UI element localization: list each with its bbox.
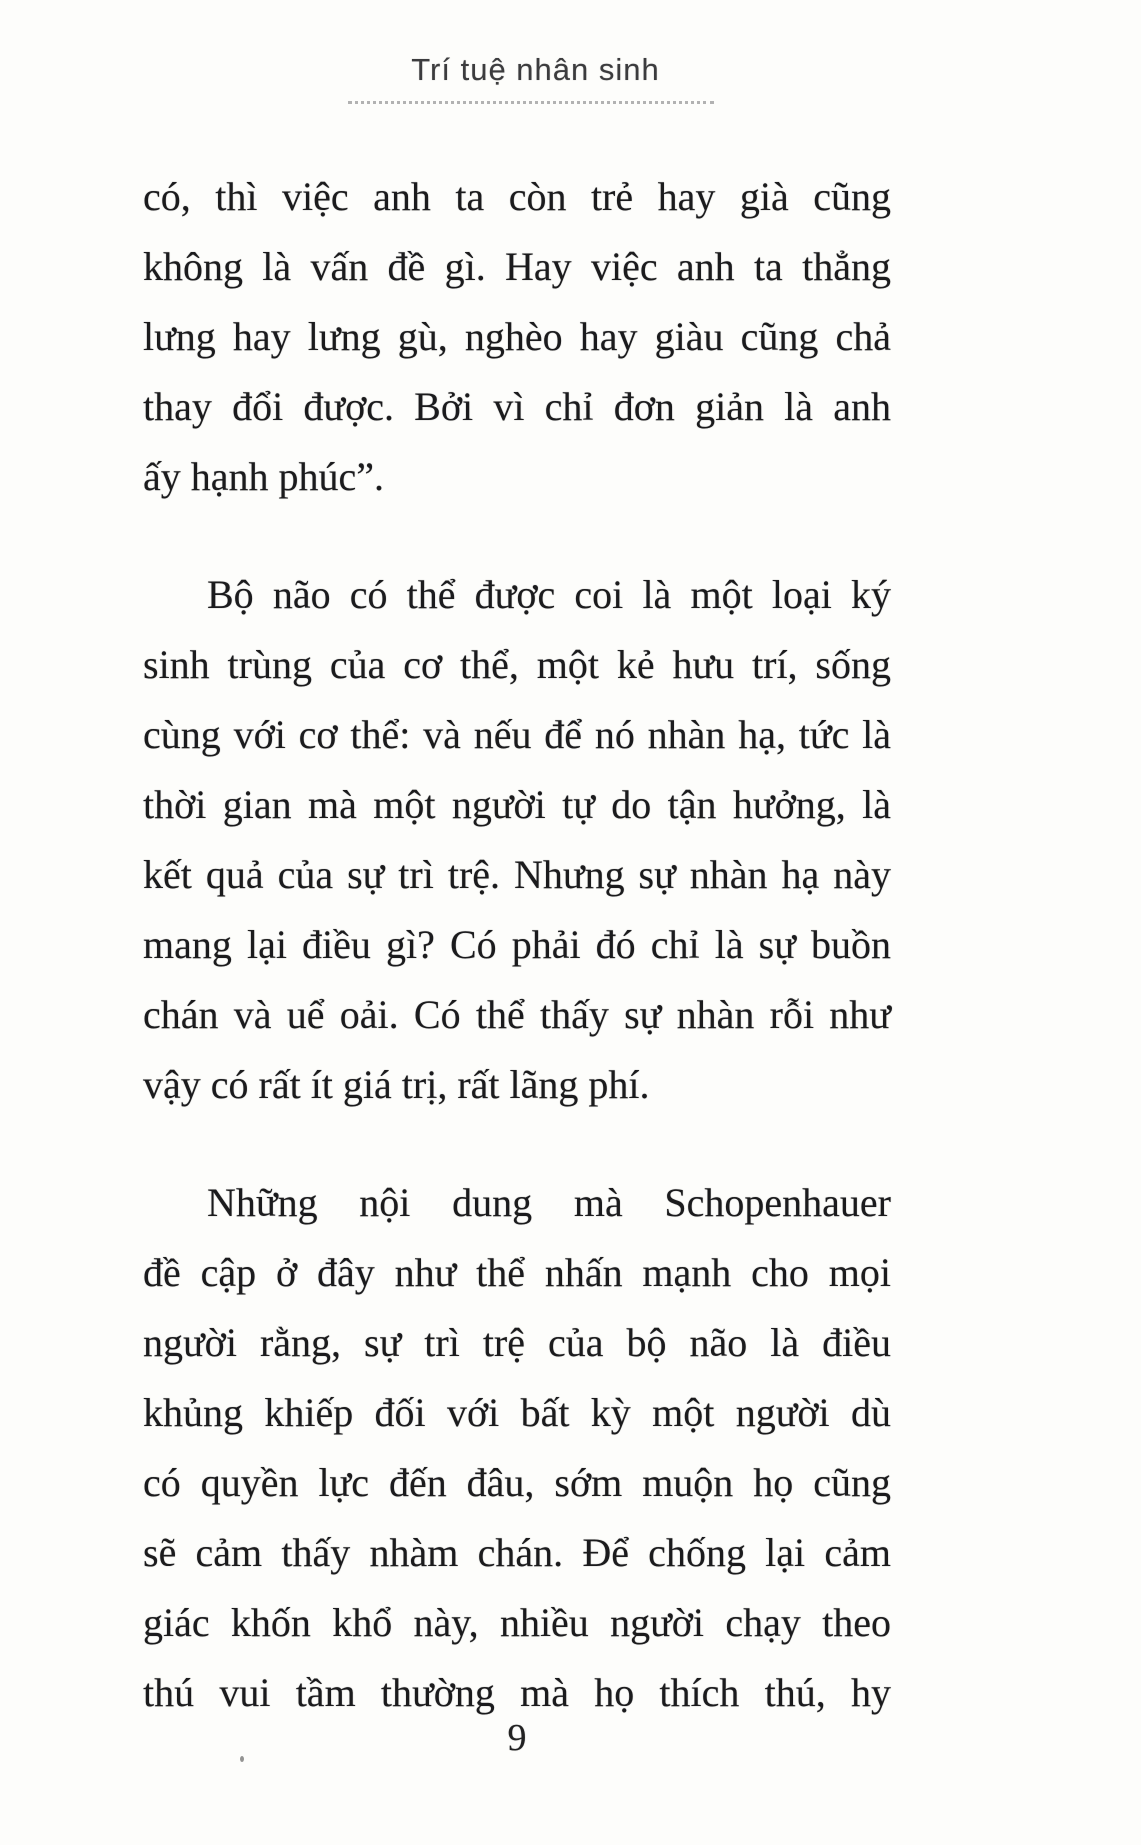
text-line: ấy hạnh phúc”. <box>143 454 385 499</box>
text-line: mang lại điều gì? Có phải đó chỉ là sự buồn <box>143 922 891 967</box>
text-line: khủng khiếp đối với bất kỳ một người dù <box>143 1390 891 1435</box>
text-line: chán và uể oải. Có thể thấy sự nhàn rỗi như <box>143 992 891 1037</box>
paragraph <box>143 162 891 512</box>
text-line: người rằng, sự trì trệ của bộ não là điều <box>143 1320 891 1365</box>
text-line: sẽ cảm thấy nhàm chán. Để chống lại cảm <box>143 1530 891 1575</box>
text-line: lưng hay lưng gù, nghèo hay giàu cũng chả <box>143 314 891 359</box>
page-number: 9 <box>143 1716 891 1760</box>
text-line: giác khốn khổ này, nhiều người chạy theo <box>143 1600 891 1645</box>
text-line: có quyền lực đến đâu, sớm muộn họ cũng <box>143 1460 891 1505</box>
body-text <box>143 162 891 1728</box>
text-line: đề cập ở đây như thể nhấn mạnh cho mọi <box>143 1250 891 1295</box>
header-dotted-rule <box>348 101 714 104</box>
text-line: thú vui tầm thường mà họ thích thú, hy <box>143 1670 891 1715</box>
page-header-title: Trí tuệ nhân sinh <box>411 52 660 87</box>
text-line: cùng với cơ thể: và nếu để nó nhàn hạ, tức là <box>143 712 891 757</box>
text-line: kết quả của sự trì trệ. Nhưng sự nhàn hạ này <box>143 852 891 897</box>
text-line: sinh trùng của cơ thể, một kẻ hưu trí, sống <box>143 642 891 687</box>
text-line: Bộ não có thể được coi là một loại ký <box>207 572 891 617</box>
paragraph <box>143 1168 891 1728</box>
text-line: Những nội dung mà Schopenhauer <box>207 1180 891 1225</box>
text-line: vậy có rất ít giá trị, rất lãng phí. <box>143 1062 650 1107</box>
text-line: thay đổi được. Bởi vì chỉ đơn giản là anh <box>143 384 891 429</box>
text-line: không là vấn đề gì. Hay việc anh ta thẳng <box>143 244 891 289</box>
paragraph <box>143 560 891 1120</box>
text-line: có, thì việc anh ta còn trẻ hay già cũng <box>143 174 891 219</box>
text-line: thời gian mà một người tự do tận hưởng, là <box>143 782 891 827</box>
